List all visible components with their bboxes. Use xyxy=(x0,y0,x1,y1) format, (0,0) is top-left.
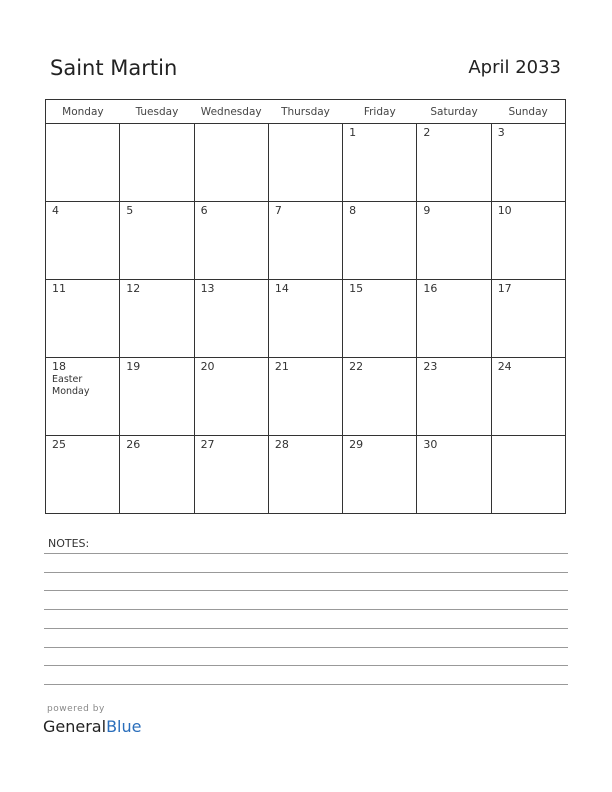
day-cell xyxy=(46,436,120,514)
logo-text-general: General xyxy=(43,717,107,736)
day-cell xyxy=(46,202,120,280)
notes-line xyxy=(44,647,568,648)
day-number: 9 xyxy=(423,204,431,217)
day-number: 13 xyxy=(200,282,215,295)
day-cell xyxy=(343,124,417,202)
day-cell xyxy=(120,280,194,358)
day-cell xyxy=(417,358,491,436)
week-row xyxy=(46,124,566,202)
powered-by-text: powered by xyxy=(47,704,105,714)
day-cell xyxy=(417,124,491,202)
day-number: 2 xyxy=(423,126,431,139)
holiday-label: Easter Monday xyxy=(52,374,90,397)
day-cell xyxy=(46,124,120,202)
notes-line xyxy=(44,590,568,591)
day-number: 1 xyxy=(349,126,357,139)
day-cell xyxy=(194,202,268,280)
day-number: 27 xyxy=(200,438,215,451)
country-title: Saint Martin xyxy=(50,56,178,80)
day-cell xyxy=(46,280,120,358)
day-number: 6 xyxy=(200,204,208,217)
day-number: 3 xyxy=(497,126,505,139)
day-cell xyxy=(417,436,491,514)
week-row xyxy=(46,202,566,280)
weekday-header: Saturday xyxy=(417,100,491,124)
day-cell xyxy=(194,280,268,358)
day-number: 4 xyxy=(52,204,59,217)
month-year-title: April 2033 xyxy=(468,57,561,78)
day-cell xyxy=(491,358,565,436)
day-number: 24 xyxy=(497,360,512,373)
day-number: 15 xyxy=(349,282,364,295)
notes-line xyxy=(44,665,568,666)
day-number: 8 xyxy=(349,204,357,217)
day-cell xyxy=(491,280,565,358)
day-cell xyxy=(268,436,342,514)
day-number: 28 xyxy=(274,438,289,451)
day-number: 19 xyxy=(126,360,141,373)
week-row xyxy=(46,358,566,436)
day-cell xyxy=(268,280,342,358)
day-number: 26 xyxy=(126,438,141,451)
day-number: 11 xyxy=(52,282,66,295)
weekday-header: Thursday xyxy=(268,100,342,124)
day-cell xyxy=(343,202,417,280)
weekday-header: Sunday xyxy=(491,100,565,124)
day-number: 29 xyxy=(349,438,364,451)
week-row xyxy=(46,280,566,358)
day-cell xyxy=(268,358,342,436)
day-number: 16 xyxy=(423,282,438,295)
day-cell xyxy=(417,280,491,358)
day-cell xyxy=(120,124,194,202)
day-cell xyxy=(194,124,268,202)
notes-line xyxy=(44,609,568,610)
day-number: 12 xyxy=(126,282,141,295)
day-cell xyxy=(343,358,417,436)
day-cell xyxy=(120,202,194,280)
day-cell xyxy=(491,436,565,514)
day-number: 20 xyxy=(200,360,215,373)
notes-line xyxy=(44,684,568,685)
day-cell xyxy=(120,358,194,436)
notes-line xyxy=(44,572,568,573)
calendar-grid xyxy=(45,99,566,514)
day-cell xyxy=(268,202,342,280)
week-row xyxy=(46,436,566,514)
day-cell xyxy=(491,202,565,280)
notes-label: NOTES: xyxy=(48,537,90,550)
day-number: 10 xyxy=(497,204,512,217)
day-cell xyxy=(491,124,565,202)
weekday-header: Tuesday xyxy=(120,100,194,124)
day-cell xyxy=(194,358,268,436)
day-cell xyxy=(120,436,194,514)
day-cell xyxy=(343,436,417,514)
logo-text-blue: Blue xyxy=(106,717,142,736)
weekday-header: Wednesday xyxy=(194,100,268,124)
day-number: 18 xyxy=(52,360,66,373)
generalblue-logo xyxy=(43,717,141,736)
day-number: 14 xyxy=(274,282,289,295)
day-cell xyxy=(417,202,491,280)
day-number: 17 xyxy=(497,282,512,295)
day-cell xyxy=(46,358,120,436)
day-cell xyxy=(268,124,342,202)
day-number: 21 xyxy=(274,360,289,373)
notes-line xyxy=(44,628,568,629)
notes-line xyxy=(44,553,568,554)
day-number: 22 xyxy=(349,360,364,373)
weekday-header-row xyxy=(46,100,566,124)
weekday-header: Friday xyxy=(343,100,417,124)
day-number: 23 xyxy=(423,360,438,373)
day-number: 25 xyxy=(52,438,66,451)
day-cell xyxy=(194,436,268,514)
day-number: 5 xyxy=(126,204,134,217)
weekday-header: Monday xyxy=(46,100,120,124)
day-cell xyxy=(343,280,417,358)
day-number: 30 xyxy=(423,438,438,451)
day-number: 7 xyxy=(274,204,282,217)
